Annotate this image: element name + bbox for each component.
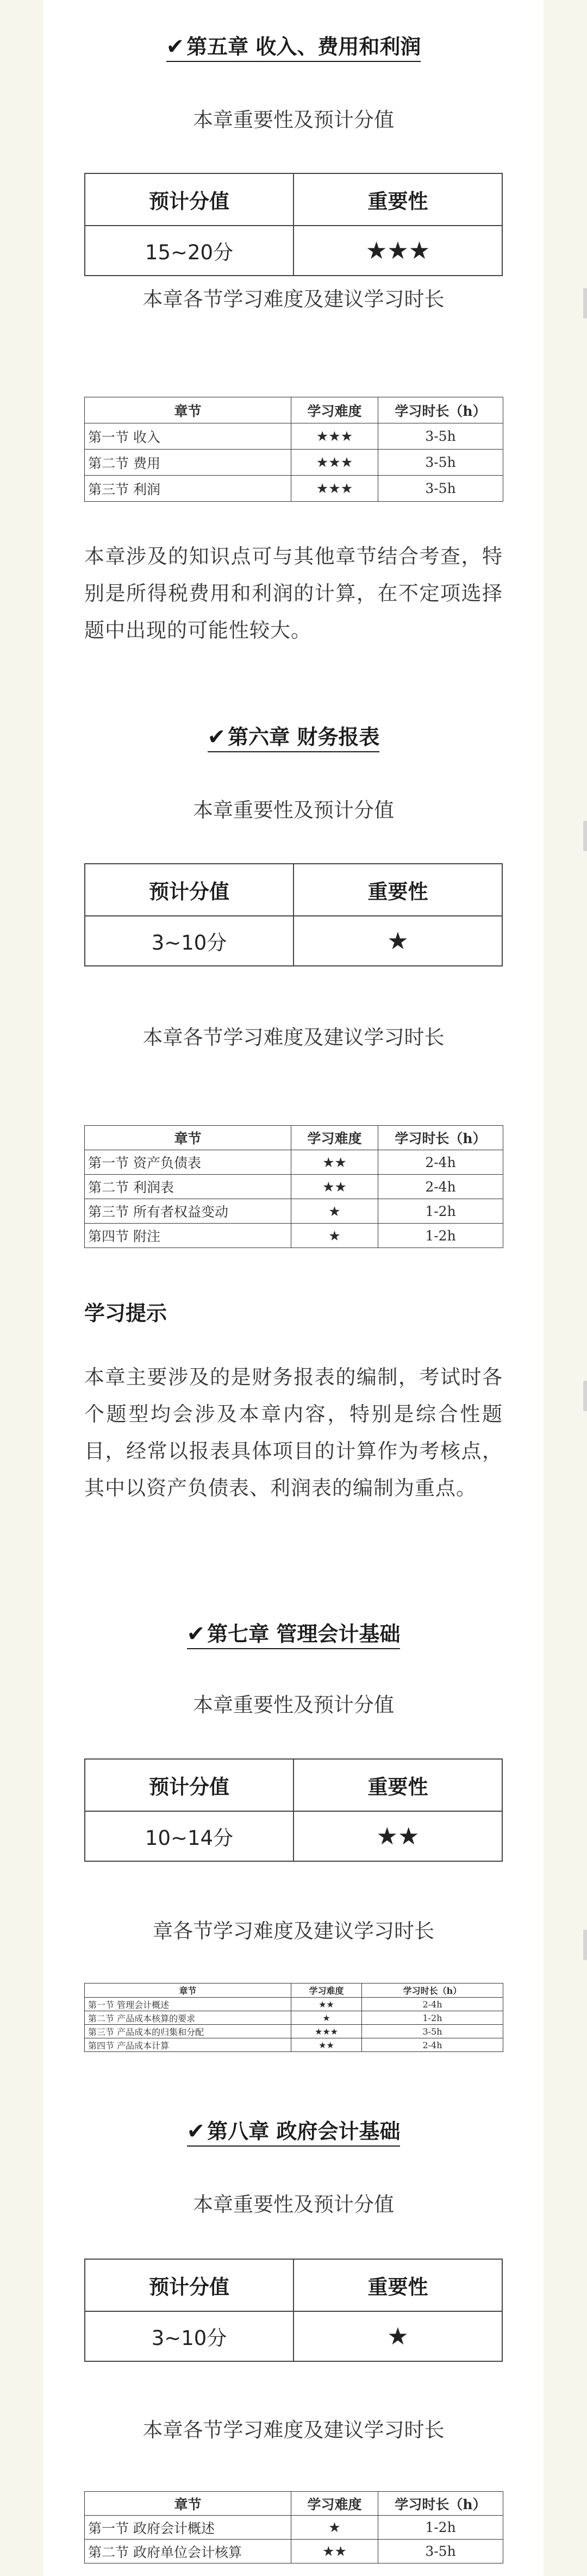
duration-header: 学习时长（h）	[378, 1126, 503, 1150]
scroll-marker	[583, 1930, 587, 1960]
chapter-5-note: 本章涉及的知识点可与其他章节结合考查，特别是所得税费用和利润的计算，在不定项选择题中出现的可能性较大。	[84, 545, 503, 642]
right-margin-rail	[543, 0, 587, 2576]
chapter-8-study-caption: 本章各节学习难度及建议学习时长	[142, 2418, 445, 2442]
table-row: 第二节 费用 ★★★ 3-5h	[85, 450, 503, 476]
chapter-7-study-caption: 章各节学习难度及建议学习时长	[153, 1919, 434, 1943]
duration-header: 学习时长（h）	[378, 2492, 503, 2516]
table-row: 第四节 附注 ★ 1-2h	[85, 1224, 503, 1248]
score-value: 3~10分	[85, 2311, 294, 2361]
chapter-7-heading: ✔ 第七章 管理会计基础	[43, 1617, 544, 1649]
left-margin-rail	[0, 0, 44, 2576]
difficulty-header: 学习难度	[291, 397, 378, 423]
table-row: 第二节 政府单位会计核算 ★★ 3-5h	[85, 2540, 503, 2563]
difficulty-header: 学习难度	[291, 2492, 378, 2516]
check-icon: ✔	[166, 34, 185, 59]
table-row: 第一节 收入 ★★★ 3-5h	[85, 423, 503, 450]
scroll-marker	[583, 821, 587, 851]
table-row: 第三节 利润 ★★★ 3-5h	[85, 476, 503, 502]
chapter-7-score-caption: 本章重要性及预计分值	[193, 1693, 394, 1717]
score-header: 预计分值	[85, 1759, 294, 1811]
check-icon: ✔	[186, 1621, 205, 1646]
chapter-7-score-table	[84, 1758, 503, 1862]
section-header: 章节	[85, 1984, 291, 1998]
score-header: 预计分值	[85, 173, 294, 226]
score-value: 10~14分	[85, 1811, 294, 1861]
chapter-5-heading: ✔ 第五章 收入、费用和利润	[43, 30, 544, 62]
duration-header: 学习时长（h）	[362, 1984, 503, 1998]
scroll-marker	[583, 1381, 587, 1411]
chapter-6-score-caption: 本章重要性及预计分值	[193, 799, 394, 822]
chapter-6-heading: ✔ 第六章 财务报表	[43, 720, 544, 752]
score-header: 预计分值	[85, 864, 294, 916]
section-header: 章节	[85, 397, 291, 423]
check-icon: ✔	[186, 2119, 205, 2144]
chapter-8-score-caption: 本章重要性及预计分值	[193, 2193, 394, 2216]
importance-header: 重要性	[294, 173, 502, 226]
study-tip-text: 本章主要涉及的是财务报表的编制，考试时各个题型均会涉及本章内容，特别是综合性题目，经常以报表具体项目的计算作为考核点，其中以资产负债表、利润表的编制为重点。	[84, 1365, 503, 1500]
score-header: 预计分值	[85, 2259, 294, 2311]
chapter-6-study-table	[84, 1125, 503, 1248]
table-row: 第一节 政府会计概述 ★ 1-2h	[85, 2516, 503, 2540]
table-row: 第二节 产品成本核算的要求 ★ 1-2h	[85, 2011, 503, 2025]
duration-header: 学习时长（h）	[378, 397, 503, 423]
table-row: 第三节 产品成本的归集和分配 ★★★ 3-5h	[85, 2025, 503, 2038]
importance-stars: ★	[294, 2311, 502, 2361]
chapter-8-study-table	[84, 2491, 503, 2563]
section-header: 章节	[85, 2492, 291, 2516]
table-row: 第一节 资产负债表 ★★ 2-4h	[85, 1150, 503, 1175]
score-value: 3~10分	[85, 916, 294, 966]
chapter-5-study-caption: 本章各节学习难度及建议学习时长	[142, 288, 445, 311]
chapter-5-study-table	[84, 397, 503, 502]
importance-header: 重要性	[294, 864, 502, 916]
chapter-6-score-table	[84, 863, 503, 966]
importance-stars: ★★★	[294, 226, 502, 276]
table-row: 第一节 管理会计概述 ★★ 2-4h	[85, 1998, 503, 2011]
study-tip-title: 学习提示	[84, 1301, 167, 1325]
chapter-5-score-table	[84, 173, 503, 276]
difficulty-header: 学习难度	[291, 1984, 362, 1998]
chapter-5-score-caption: 本章重要性及预计分值	[193, 108, 394, 132]
scroll-marker	[583, 288, 587, 319]
score-value: 15~20分	[85, 226, 294, 276]
importance-stars: ★	[294, 916, 502, 966]
section-header: 章节	[85, 1126, 291, 1150]
table-row: 第三节 所有者权益变动 ★ 1-2h	[85, 1199, 503, 1224]
chapter-7-study-table	[84, 1983, 503, 2052]
difficulty-header: 学习难度	[291, 1126, 378, 1150]
importance-header: 重要性	[294, 1759, 502, 1811]
table-row: 第四节 产品成本计算 ★★ 2-4h	[85, 2038, 503, 2052]
importance-stars: ★★	[294, 1811, 502, 1861]
article-page	[43, 0, 544, 2576]
check-icon: ✔	[207, 725, 226, 750]
chapter-6-study-caption: 本章各节学习难度及建议学习时长	[142, 1026, 445, 1049]
importance-header: 重要性	[294, 2259, 502, 2311]
table-row: 第二节 利润表 ★★ 2-4h	[85, 1175, 503, 1199]
chapter-8-score-table	[84, 2259, 503, 2362]
chapter-8-heading: ✔ 第八章 政府会计基础	[43, 2115, 544, 2147]
